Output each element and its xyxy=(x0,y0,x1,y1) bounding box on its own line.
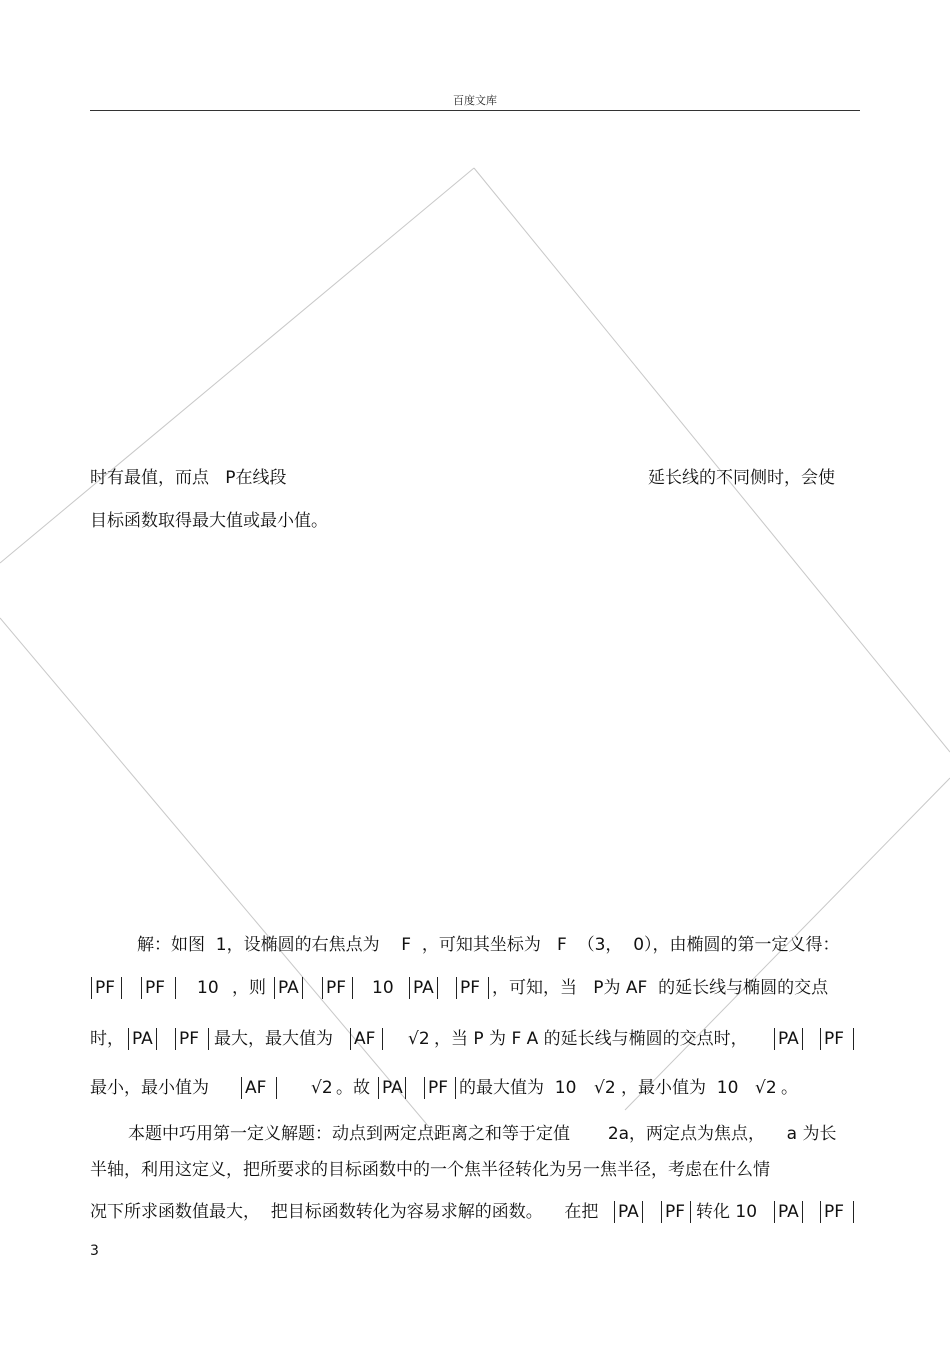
abs-bar xyxy=(488,977,489,999)
abs-bar xyxy=(614,1201,615,1223)
abs-bar xyxy=(322,977,323,999)
math-term: PA xyxy=(413,978,434,998)
math-term: PF xyxy=(665,1202,686,1222)
text-run: 最大，最大值为 xyxy=(214,1029,333,1049)
abs-bar xyxy=(853,1201,854,1223)
text-line-2: 目标函数取得最大值或最小值。 xyxy=(90,511,328,531)
text-run: 转化 10 xyxy=(696,1202,758,1222)
text-run: ，当 P 为 F A 的延长线与椭圆的交点时， xyxy=(434,1029,748,1049)
math-sqrt: √2 xyxy=(408,1029,430,1049)
abs-bar xyxy=(382,1028,383,1050)
abs-bar xyxy=(350,1028,351,1050)
header-rule xyxy=(90,110,860,111)
abs-bar xyxy=(774,1201,775,1223)
abs-bar xyxy=(456,977,457,999)
text-run: ，可知，当 P为 AF 的延长线与椭圆的交点 xyxy=(492,978,829,998)
math-term: AF xyxy=(245,1078,267,1098)
commentary-line-2: 半轴，利用这定义，把所要求的目标函数中的一个焦半径转化为另一焦半径，考虑在什么情 xyxy=(90,1160,770,1180)
abs-bar xyxy=(302,977,303,999)
abs-bar xyxy=(175,1028,176,1050)
abs-bar xyxy=(121,977,122,999)
abs-bar xyxy=(424,1077,425,1099)
text-run: 时， xyxy=(90,1029,124,1049)
math-term: 10 xyxy=(372,978,394,998)
math-term: PF xyxy=(179,1029,200,1049)
math-term: PA xyxy=(618,1202,639,1222)
abs-bar xyxy=(802,1201,803,1223)
math-term: PF xyxy=(95,978,116,998)
math-term: PF xyxy=(460,978,481,998)
abs-bar xyxy=(91,977,92,999)
abs-bar xyxy=(455,1077,456,1099)
math-term: PA xyxy=(778,1202,799,1222)
abs-bar xyxy=(853,1028,854,1050)
math-term: PA xyxy=(132,1029,153,1049)
abs-bar xyxy=(820,1028,821,1050)
abs-bar xyxy=(802,1028,803,1050)
math-term: AF xyxy=(354,1029,376,1049)
math-term: PA xyxy=(382,1078,403,1098)
abs-bar xyxy=(820,1201,821,1223)
abs-bar xyxy=(276,1077,277,1099)
math-term: PF xyxy=(145,978,166,998)
abs-bar xyxy=(774,1028,775,1050)
text-run: 最小，最小值为 xyxy=(90,1078,209,1098)
abs-bar xyxy=(405,1077,406,1099)
text-line-1-left: 时有最值，而点 P在线段 xyxy=(90,468,287,488)
abs-bar xyxy=(128,1028,129,1050)
text-run: 况下所求函数值最大， 把目标函数转化为容易求解的函数。 在把 xyxy=(90,1202,599,1222)
abs-bar xyxy=(661,1201,662,1223)
abs-bar xyxy=(274,977,275,999)
math-term: 10 xyxy=(197,978,219,998)
abs-bar xyxy=(241,1077,242,1099)
abs-bar xyxy=(642,1201,643,1223)
text-line-1-right: 延长线的不同侧时，会使 xyxy=(648,468,835,488)
math-term: PA xyxy=(278,978,299,998)
commentary-line-1: 本题中巧用第一定义解题：动点到两定点距离之和等于定值 2a，两定点为焦点， a 为长 xyxy=(128,1124,837,1144)
header-title: 百度文库 xyxy=(453,94,497,107)
page-number: 3 xyxy=(90,1243,99,1259)
math-sqrt: √2 xyxy=(594,1078,616,1098)
abs-bar xyxy=(378,1077,379,1099)
abs-bar xyxy=(156,1028,157,1050)
math-term: PF xyxy=(428,1078,449,1098)
abs-bar xyxy=(175,977,176,999)
math-term: PF xyxy=(326,978,347,998)
abs-bar xyxy=(437,977,438,999)
solution-line-1: 解：如图 1，设椭圆的右焦点为 F ，可知其坐标为 F （3， 0），由椭圆的第一定义得： xyxy=(137,935,840,955)
math-sqrt: √2 xyxy=(311,1078,333,1098)
math-term: PF xyxy=(824,1202,845,1222)
abs-bar xyxy=(141,977,142,999)
abs-bar xyxy=(352,977,353,999)
abs-bar xyxy=(208,1028,209,1050)
text-run: ，则 xyxy=(232,978,266,998)
math-term: PA xyxy=(778,1029,799,1049)
abs-bar xyxy=(409,977,410,999)
text-run: 。故 xyxy=(336,1078,370,1098)
text-run: 。 xyxy=(781,1078,798,1098)
math-term: PF xyxy=(824,1029,845,1049)
text-run: 的最大值为 10 xyxy=(459,1078,577,1098)
abs-bar xyxy=(690,1201,691,1223)
math-sqrt: √2 xyxy=(755,1078,777,1098)
text-run: ，最小值为 10 xyxy=(621,1078,739,1098)
